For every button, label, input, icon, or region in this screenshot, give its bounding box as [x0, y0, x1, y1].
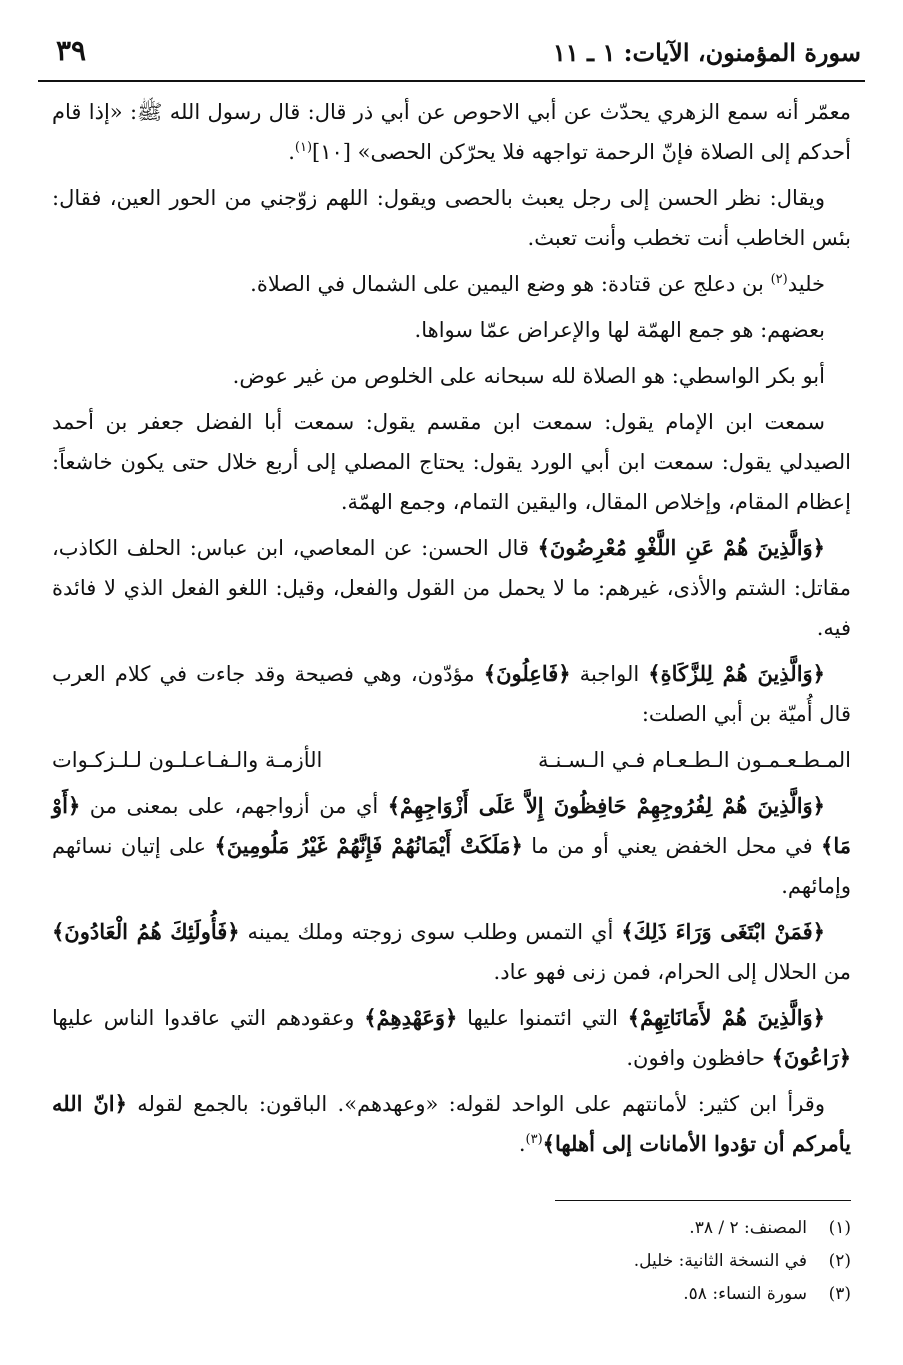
quran-verse: ﴿مَلَكَتْ أَيْمَانُهُمْ فَإِنَّهُمْ غَيْرُ مَلُومِينَ﴾ — [214, 833, 523, 858]
paragraph: معمّر أنه سمع الزهري يحدّث عن أبي الاحوص عن أبي ذر قال: قال رسول الله ﷺ: «إذا قام أحدكم إلى الصلاة فإنّ الرحمة تواجهه فلا يحرّكن الحصى» [١٠]$^{(١)}$. — [52, 100, 851, 164]
quran-verse: ﴿رَاعُونَ﴾ — [771, 1045, 851, 1070]
main-text — [52, 92, 851, 1170]
footnote — [351, 1212, 851, 1245]
paragraph: أبو بكر الواسطي: هو الصلاة لله سبحانه على الخلوص من غير عوض. — [232, 364, 825, 388]
paragraph: سمعت ابن الإمام يقول: سمعت ابن مقسم يقول: سمعت أبا الفضل جعفر بن أحمد الصيدلي يقول: سمعت ابن أبي الورد يقول: يحتاج المصلي إلى أربع خلال حتى يكون خاشعاً: إعظام المقام، وإخلاص المقال، واليقين التمام، وجمع الهمّة. — [52, 410, 851, 514]
page-number: ٣٩ — [56, 34, 87, 67]
footnote-number: (٣) — [828, 1284, 851, 1304]
paragraph: ﴿وَالَّذِينَ هُمْ عَنِ اللَّغْوِ مُعْرِضُونَ﴾ قال الحسن: عن المعاصي، ابن عباس: الحلف الكاذب، مقاتل: الشتم والأذى، غيرهم: ما لا يحمل من القول والفعل، وقيل: اللغو الفعل الذي لا فائدة فيه. — [52, 535, 851, 640]
paragraph: ﴿وَالَّذِينَ هُمْ لأَمَانَاتِهِمْ﴾ التي ائتمنوا عليها ﴿وَعَهْدِهِمْ﴾ وعقودهم التي عاقدوا الناس عليها ﴿رَاعُونَ﴾ حافظون وافون. — [52, 1005, 851, 1070]
footnote-ref: (١) — [294, 140, 313, 155]
quran-verse: ﴿وَالَّذِينَ هُمْ عَنِ اللَّغْوِ مُعْرِضُونَ﴾ — [537, 535, 825, 560]
footnote-text: سورة النساء: ٥٨. — [683, 1284, 807, 1304]
footnote — [351, 1245, 851, 1278]
paragraph: خليد$^{(٢)}$ بن دعلج عن قتادة: هو وضع اليمين على الشمال في الصلاة. — [250, 272, 825, 296]
quran-verse: ﴿أَوْ مَا﴾ — [52, 793, 851, 858]
page-header — [38, 34, 865, 82]
quran-verse: ﴿وَالَّذِينَ هُمْ لِلزَّكَاةِ﴾ — [648, 661, 825, 686]
footnote — [351, 1278, 851, 1311]
paragraph: ﴿وَالَّذِينَ هُمْ لِفُرُوجِهِمْ حَافِظُونَ إِلاَّ عَلَى أَزْوَاجِهِمْ﴾ أي من أزواجهم، على بمعنى من ﴿أَوْ مَا﴾ في محل الخفض يعني أو من ما ﴿مَلَكَتْ أَيْمَانُهُمْ فَإِنَّهُمْ غَيْرُ مَلُومِينَ﴾ على إتيان نسائهم وإمائهم. — [52, 793, 851, 898]
quran-verse: ﴿فَأُولَئِكَ هُمُ الْعَادُونَ﴾ — [52, 919, 240, 944]
poem-hemistich-right: المـطـعـمـون الـطـعـام فـي الـسـنـة — [538, 748, 851, 772]
quran-verse: ﴿فَاعِلُونَ﴾ — [483, 661, 571, 686]
paragraph: بعضهم: هو جمع الهمّة لها والإعراض عمّا سواها. — [414, 318, 825, 342]
paragraph: ﴿وَالَّذِينَ هُمْ لِلزَّكَاةِ﴾ الواجبة ﴿فَاعِلُونَ﴾ مؤدّون، وهي فصيحة وقد جاءت في كلام العرب قال أُميّة بن أبي الصلت: — [52, 661, 851, 726]
running-title: سورة المؤمنون، الآيات: ١ ـ ١١ — [552, 38, 861, 67]
quran-verse: ﴿فَمَنْ ابْتَغَى وَرَاءَ ذَلِكَ﴾ — [621, 919, 825, 944]
footnote-number: (٢) — [828, 1251, 851, 1271]
quran-verse: ﴿وَالَّذِينَ هُمْ لأَمَانَاتِهِمْ﴾ — [627, 1005, 825, 1030]
footnote-number: (١) — [828, 1218, 851, 1238]
quran-verse: ﴿وَعَهْدِهِمْ﴾ — [364, 1005, 458, 1030]
paragraph: ﴿فَمَنْ ابْتَغَى وَرَاءَ ذَلِكَ﴾ أي التمس وطلب سوى زوجته وملك يمينه ﴿فَأُولَئِكَ هُمُ الْعَادُونَ﴾ من الحلال إلى الحرام، فمن زنى فهو عاد. — [52, 919, 851, 984]
quran-verse: ﴿وَالَّذِينَ هُمْ لِفُرُوجِهِمْ حَافِظُونَ إِلاَّ عَلَى أَزْوَاجِهِمْ﴾ — [387, 793, 825, 818]
footnotes — [351, 1212, 851, 1311]
footnote-text: في النسخة الثانية: خليل. — [633, 1251, 807, 1271]
footnote-ref: (٢) — [770, 272, 788, 287]
footnote-text: المصنف: ٢ / ٣٨. — [689, 1218, 807, 1238]
poem-verse — [52, 740, 851, 780]
footnote-ref: (٣) — [525, 1132, 543, 1147]
poem-hemistich-left: الأزمـة والـفـاعـلـون لـلـزكـوات — [52, 748, 323, 772]
footnote-separator — [555, 1200, 851, 1201]
paragraph: ويقال: نظر الحسن إلى رجل يعبث بالحصى ويقول: اللهم زوّجني من الحور العين، فقال: بئس الخاطب أنت تخطب وأنت تعبث. — [52, 186, 851, 250]
quran-verse: ﴿انّ الله يأمركم أن تؤدوا الأمانات إلى أهلها﴾ — [52, 1091, 851, 1156]
paragraph: وقرأ ابن كثير: لأمانتهم على الواحد لقوله: «وعهدهم». الباقون: بالجمع لقوله ﴿انّ الله يأمركم أن تؤدوا الأمانات إلى أهلها﴾$^{(٣)}$. — [52, 1091, 851, 1156]
